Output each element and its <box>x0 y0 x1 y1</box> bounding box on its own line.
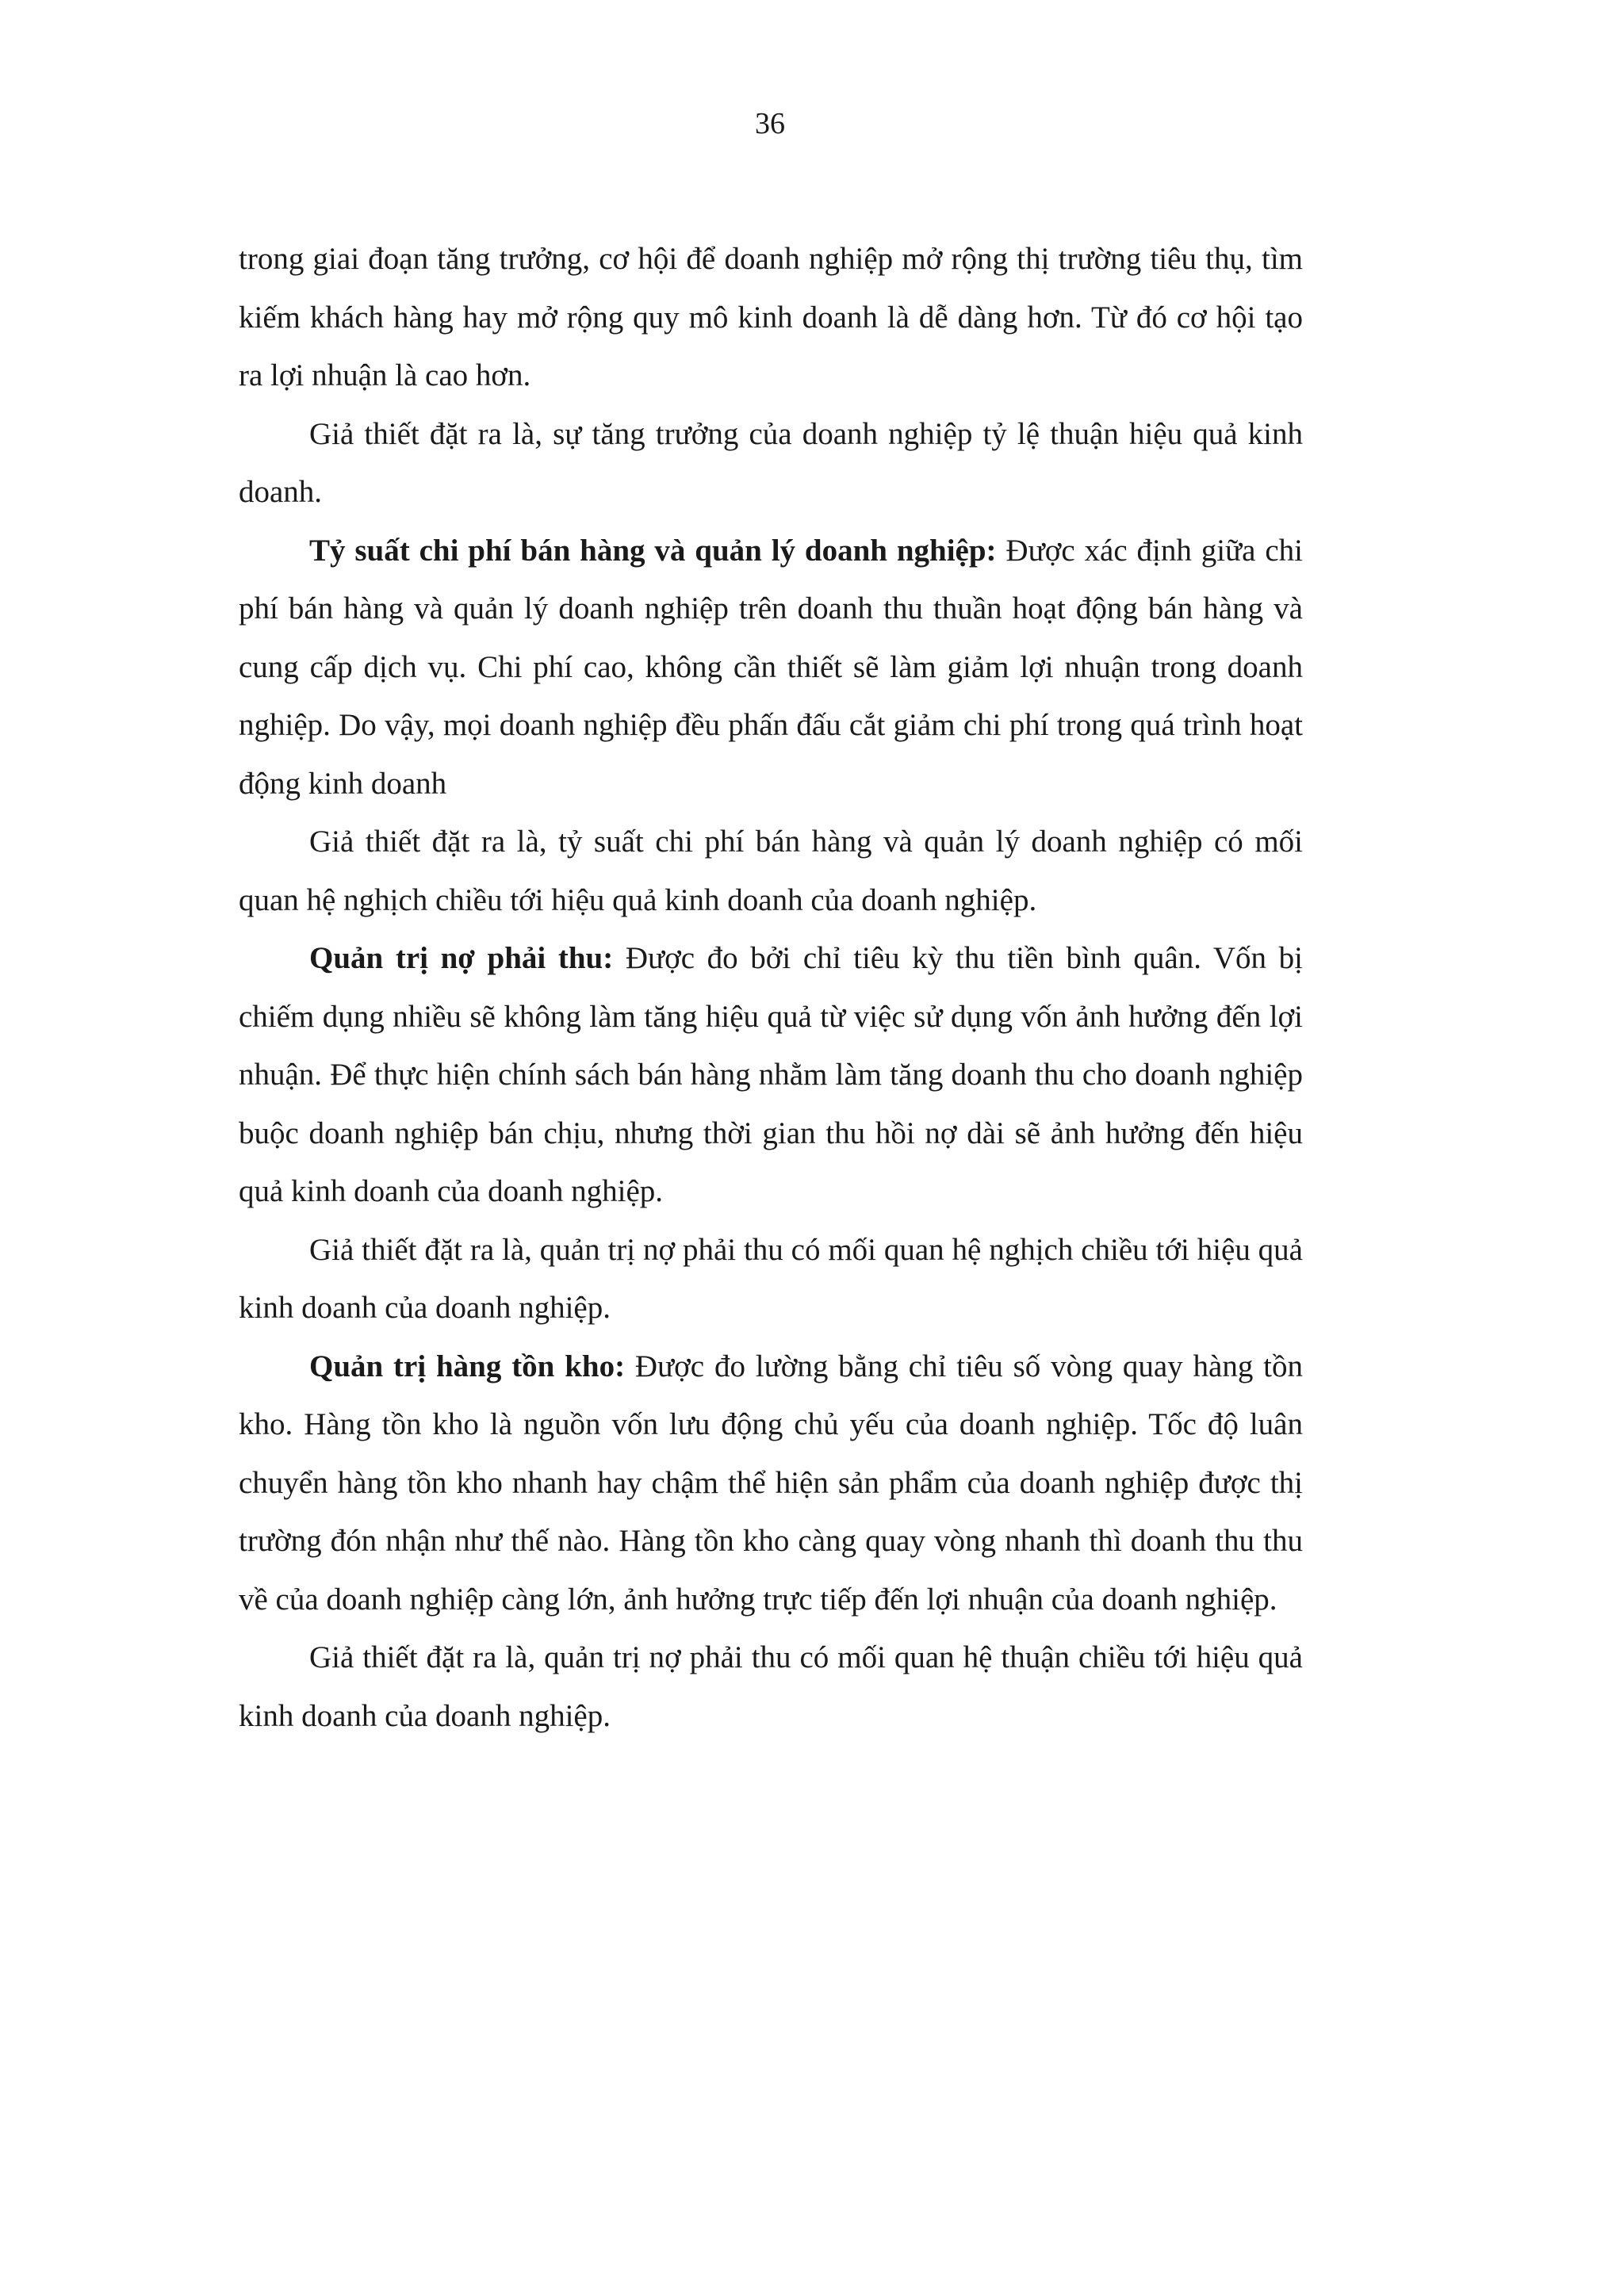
paragraph-text: Giả thiết đặt ra là, sự tăng trưởng của doanh nghiệp tỷ lệ thuận hiệu quả kinh doanh. <box>239 416 1303 509</box>
paragraph-text: Giả thiết đặt ra là, quản trị nợ phải thu có mối quan hệ thuận chiều tới hiệu quả kinh doanh của doanh nghiệp. <box>239 1640 1303 1733</box>
paragraph-7 <box>239 1337 1303 1629</box>
paragraph-text: Giả thiết đặt ra là, quản trị nợ phải thu có mối quan hệ nghịch chiều tới hiệu quả kinh doanh của doanh nghiệp. <box>239 1232 1303 1325</box>
paragraph-1 <box>239 230 1303 405</box>
paragraph-4 <box>239 813 1303 929</box>
paragraph-5 <box>239 929 1303 1221</box>
paragraph-2 <box>239 405 1303 522</box>
paragraph-8 <box>239 1628 1303 1745</box>
paragraph-heading: Tỷ suất chi phí bán hàng và quản lý doanh nghiệp: <box>309 533 997 568</box>
page-number: 36 <box>755 107 785 140</box>
paragraph-heading: Quản trị hàng tồn kho: <box>309 1349 626 1383</box>
paragraph-6 <box>239 1221 1303 1337</box>
paragraph-text: Được đo lường bằng chỉ tiêu số vòng quay hàng tồn kho. Hàng tồn kho là nguồn vốn lưu động chủ yếu của doanh nghiệp. Tốc độ luân chuyển hàng tồn kho nhanh hay chậm thể hiện sản phẩm của doanh nghiệp được thị trường đón nhận như thế nào. Hàng tồn kho càng quay vòng nhanh thì doanh thu thu về của doanh nghiệp càng lớn, ảnh hưởng trực tiếp đến lợi nhuận của doanh nghiệp. <box>239 1349 1303 1617</box>
paragraph-text: trong giai đoạn tăng trưởng, cơ hội để doanh nghiệp mở rộng thị trường tiêu thụ, tìm kiếm khách hàng hay mở rộng quy mô kinh doanh là dễ dàng hơn. Từ đó cơ hội tạo ra lợi nhuận là cao hơn. <box>239 242 1303 392</box>
page-body <box>239 230 1303 1745</box>
paragraph-heading: Quản trị nợ phải thu: <box>309 941 614 975</box>
paragraph-text: Được đo bởi chỉ tiêu kỳ thu tiền bình quân. Vốn bị chiếm dụng nhiều sẽ không làm tăng hiệu quả từ việc sử dụng vốn ảnh hưởng đến lợi nhuận. Để thực hiện chính sách bán hàng nhằm làm tăng doanh thu cho doanh nghiệp buộc doanh nghiệp bán chịu, nhưng thời gian thu hồi nợ dài sẽ ảnh hưởng đến hiệu quả kinh doanh của doanh nghiệp. <box>239 941 1303 1208</box>
paragraph-text: Được xác định giữa chi phí bán hàng và quản lý doanh nghiệp trên doanh thu thuần hoạt động bán hàng và cung cấp dịch vụ. Chi phí cao, không cần thiết sẽ làm giảm lợi nhuận trong doanh nghiệp. Do vậy, mọi doanh nghiệp đều phấn đấu cắt giảm chi phí trong quá trình hoạt động kinh doanh <box>239 533 1304 801</box>
paragraph-3 <box>239 522 1303 813</box>
paragraph-text: Giả thiết đặt ra là, tỷ suất chi phí bán hàng và quản lý doanh nghiệp có mối quan hệ nghịch chiều tới hiệu quả kinh doanh của doanh nghiệp. <box>239 825 1303 917</box>
